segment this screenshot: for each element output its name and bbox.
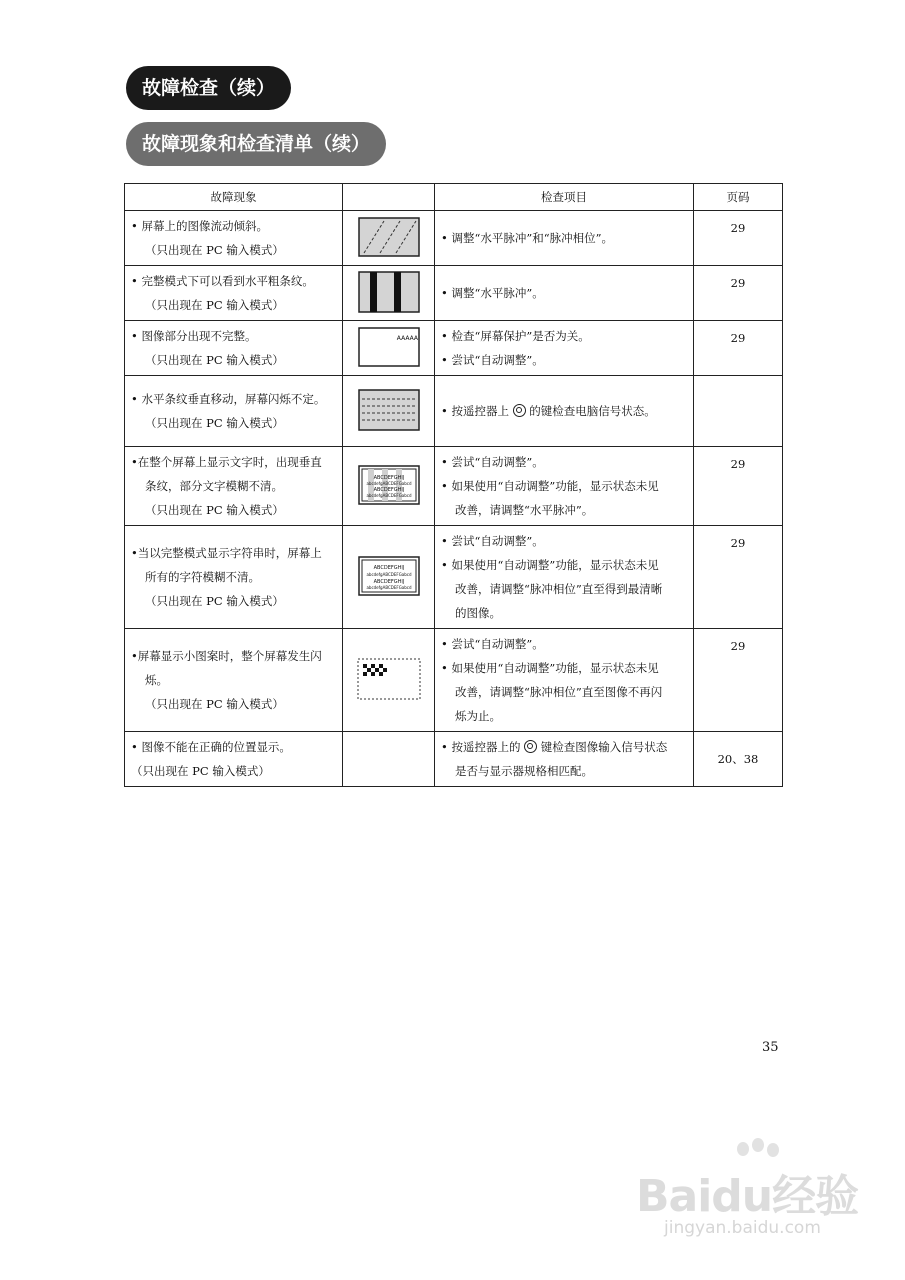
symptom-cell (125, 447, 343, 526)
sample-text: abcdefgABCDEFGabcd (365, 480, 412, 486)
check-item: • 如果使用“自动调整”功能，显示状态未见 (441, 479, 659, 493)
header-check-items: 检查项目 (435, 184, 694, 211)
horizontal-stripes-illustration (358, 389, 420, 431)
check-item: • 检查“屏幕保护”是否为关。 (441, 329, 590, 343)
sample-text: ABCDEFGHIJ (373, 486, 404, 493)
sample-text: abcdefgABCDEFGabcd (365, 584, 412, 590)
blurred-text-illustration (358, 556, 420, 596)
check-item: • 尝试“自动调整”。 (441, 637, 544, 651)
sample-text: ABCDEFGHIJ (373, 578, 404, 585)
header-page: 页码 (694, 184, 783, 211)
symptom-text: 烁。 (145, 673, 168, 687)
check-item: 改善，请调整“脉冲相位”直至得到最清晰 (455, 582, 663, 596)
check-text: 键检查图像输入信号状态 (540, 740, 668, 754)
symptom-text: • 图像不能在正确的位置显示。 (131, 740, 291, 754)
check-item: • 如果使用“自动调整”功能，显示状态未见 (441, 661, 659, 675)
paw-icon (737, 1142, 749, 1156)
check-item: • 如果使用“自动调整”功能，显示状态未见 (441, 558, 659, 572)
page-cell: 29 (694, 447, 783, 526)
page-cell: 29 (694, 629, 783, 732)
watermark-url: jingyan.baidu.com (664, 1218, 821, 1238)
sample-text: abcdefgABCDEFGabcd (365, 492, 412, 498)
illustration-cell (343, 526, 435, 629)
symptom-text: • 完整模式下可以看到水平粗条纹。 (131, 274, 314, 288)
troubleshooting-table (124, 183, 783, 787)
table-row (125, 376, 783, 447)
check-item (441, 399, 687, 423)
symptom-cell (125, 266, 343, 321)
check-cell (435, 376, 694, 447)
paw-icon (752, 1138, 764, 1152)
symptom-text: • 图像部分出现不完整。 (131, 329, 257, 343)
symptom-note: （只出现在 PC 输入模式） (145, 503, 284, 517)
check-cell (435, 732, 694, 787)
check-cell (435, 526, 694, 629)
check-item: • 尝试“自动调整”。 (441, 455, 544, 469)
page-cell: 29 (694, 211, 783, 266)
page-cell: 29 (694, 526, 783, 629)
vertical-bars-illustration (358, 271, 420, 313)
symptom-text: •在整个屏幕上显示文字时，出现垂直 (131, 455, 322, 469)
skewed-image-illustration (358, 217, 420, 257)
flicker-pattern-illustration (357, 658, 421, 700)
table-row (125, 629, 783, 732)
table-row (125, 447, 783, 526)
check-cell (435, 211, 694, 266)
display-button-icon (513, 404, 526, 417)
page-cell: 20、38 (694, 732, 783, 787)
sample-text: ABCDEFGHIJ (373, 474, 404, 481)
check-item: • 尝试“自动调整”。 (441, 534, 544, 548)
illustration-cell (343, 321, 435, 376)
symptom-note: （只出现在 PC 输入模式） (145, 697, 284, 711)
sample-text: ABCDEFGHIJ (373, 564, 404, 571)
illustration-cell (343, 732, 435, 787)
check-item: 改善，请调整“水平脉冲”。 (455, 503, 594, 517)
header-illustration (343, 184, 435, 211)
symptom-text: •屏幕显示小图案时，整个屏幕发生闪 (131, 649, 322, 663)
illustration-cell (343, 266, 435, 321)
check-cell (435, 266, 694, 321)
symptom-cell (125, 321, 343, 376)
check-text: • 按遥控器上 (441, 404, 509, 418)
check-item: • 尝试“自动调整”。 (441, 353, 544, 367)
watermark-brand: Baidu经验 (636, 1171, 859, 1222)
check-cell (435, 321, 694, 376)
check-text: 的键检查电脑信号状态。 (529, 404, 656, 418)
check-item: 是否与显示器规格相匹配。 (455, 764, 593, 778)
table-header-row (125, 184, 783, 211)
page-cell (694, 376, 783, 447)
table-row (125, 526, 783, 629)
sample-text: abcdefgABCDEFGabcd (365, 571, 412, 577)
symptom-text: • 屏幕上的图像流动倾斜。 (131, 219, 268, 233)
check-item: • 调整“水平脉冲”和“脉冲相位”。 (441, 231, 613, 245)
symptom-note: （只出现在 PC 输入模式） (131, 764, 270, 778)
symptom-text: •当以完整模式显示字符串时，屏幕上 (131, 546, 322, 560)
aaaa-text: AAAAA (396, 334, 418, 342)
symptom-cell (125, 629, 343, 732)
symptom-cell (125, 526, 343, 629)
table-row (125, 321, 783, 376)
symptom-cell (125, 732, 343, 787)
check-item (441, 735, 687, 759)
symptom-text: • 水平条纹垂直移动，屏幕闪烁不定。 (131, 392, 326, 406)
check-text: • 按遥控器上的 (441, 740, 521, 754)
check-item: 烁为止。 (455, 709, 501, 723)
check-item: 的图像。 (455, 606, 501, 620)
table-row (125, 266, 783, 321)
table-row (125, 211, 783, 266)
symptom-cell (125, 211, 343, 266)
symptom-note: （只出现在 PC 输入模式） (145, 416, 284, 430)
paw-icon (767, 1143, 779, 1157)
symptom-cell (125, 376, 343, 447)
check-item: 改善，请调整“脉冲相位”直至图像不再闪 (455, 685, 663, 699)
display-button-icon (524, 740, 537, 753)
section-subtitle: 故障现象和检查清单（续） (126, 122, 386, 166)
illustration-cell (343, 211, 435, 266)
illustration-cell (343, 376, 435, 447)
illustration-cell (343, 629, 435, 732)
check-cell (435, 447, 694, 526)
partial-image-illustration (358, 327, 420, 367)
page-number: 35 (762, 1040, 779, 1055)
check-item: • 调整“水平脉冲”。 (441, 286, 544, 300)
symptom-note: （只出现在 PC 输入模式） (145, 594, 284, 608)
symptom-text: 所有的字符模糊不清。 (145, 570, 260, 584)
vertical-stripes-text-illustration (358, 465, 420, 505)
illustration-cell (343, 447, 435, 526)
page-cell: 29 (694, 266, 783, 321)
header-symptom: 故障现象 (125, 184, 343, 211)
check-cell (435, 629, 694, 732)
section-title: 故障检查（续） (126, 66, 291, 110)
symptom-note: （只出现在 PC 输入模式） (145, 243, 284, 257)
table-row (125, 732, 783, 787)
symptom-note: （只出现在 PC 输入模式） (145, 353, 284, 367)
page-cell: 29 (694, 321, 783, 376)
symptom-note: （只出现在 PC 输入模式） (145, 298, 284, 312)
symptom-text: 条纹，部分文字模糊不清。 (145, 479, 283, 493)
